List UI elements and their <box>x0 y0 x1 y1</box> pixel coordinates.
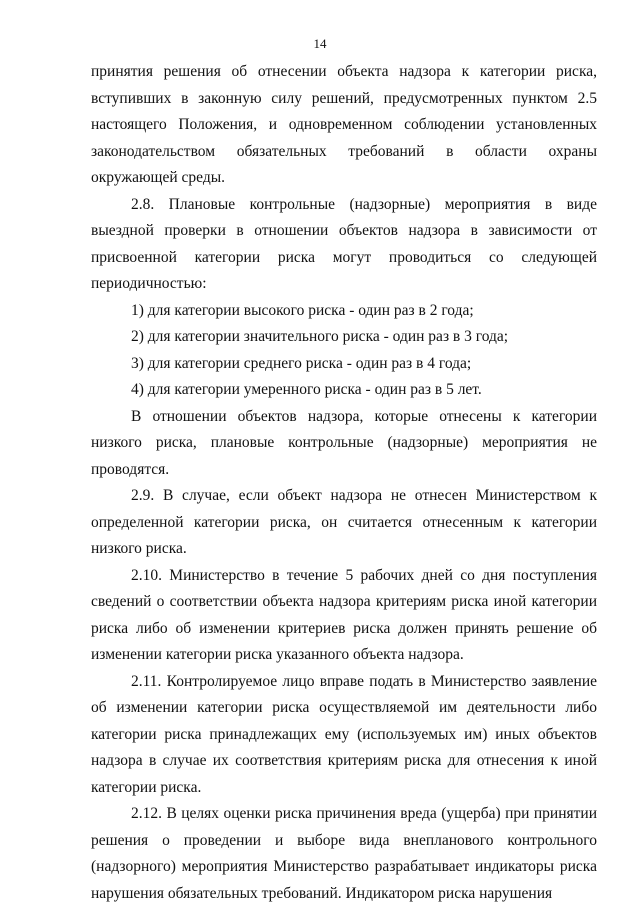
list-item-1: 1) для категории высокого риска - один раз в 2 года; <box>131 301 474 319</box>
paragraph-2-9: 2.9. В случае, если объект надзора не отнесен Министерством к определенной категории риска, он считается отнесенным к категории низкого риска. <box>91 487 597 557</box>
paragraph-continuation: принятия решения об отнесении объекта надзора к категории риска, вступивших в законную силу решений, предусмотренных пунктом 2.5 настоящего Положения, и одновременном соблюдении установленных законодательством обязательных требований в области охраны окружающей среды. <box>91 63 597 186</box>
paragraph-2-11: 2.11. Контролируемое лицо вправе подать в Министерство заявление об изменении категории риска осуществляемой им деятельности либо категории риска принадлежащих ему (используемых им) иных объектов надзора в случае их соответствия критериям риска для отнесения к иной категории риска. <box>91 672 597 796</box>
page-number: 14 <box>313 36 327 51</box>
list-item-3: 3) для категории среднего риска - один раз в 4 года; <box>131 354 472 372</box>
list-item-4: 4) для категории умеренного риска - один раз в 5 лет. <box>131 381 482 398</box>
paragraph-2-8: 2.8. Плановые контрольные (надзорные) мероприятия в виде выездной проверки в отношении объектов надзора в зависимости от присвоенной категории риска могут проводиться со следующей периодичностью: <box>91 195 597 292</box>
paragraph-2-10: 2.10. Министерство в течение 5 рабочих дней со дня поступления сведений о соответствии объекта надзора критериям риска иной категории риска либо об изменении критериев риска должен принять решение об изменении категории риска указанного объекта надзора. <box>91 566 597 663</box>
paragraph-low-risk: В отношении объектов надзора, которые отнесены к категории низкого риска, плановые контрольные (надзорные) мероприятия не проводятся. <box>91 407 597 478</box>
document-body <box>91 59 597 907</box>
list-item-2: 2) для категории значительного риска - один раз в 3 года; <box>131 328 509 345</box>
paragraph-2-12: 2.12. В целях оценки риска причинения вреда (ущерба) при принятии решения о проведении и выборе вида внепланового контрольного (надзорного) мероприятия Министерство разрабатывает индикаторы риска нарушения обязательных требований. Индикатором риска нарушения <box>91 805 597 902</box>
